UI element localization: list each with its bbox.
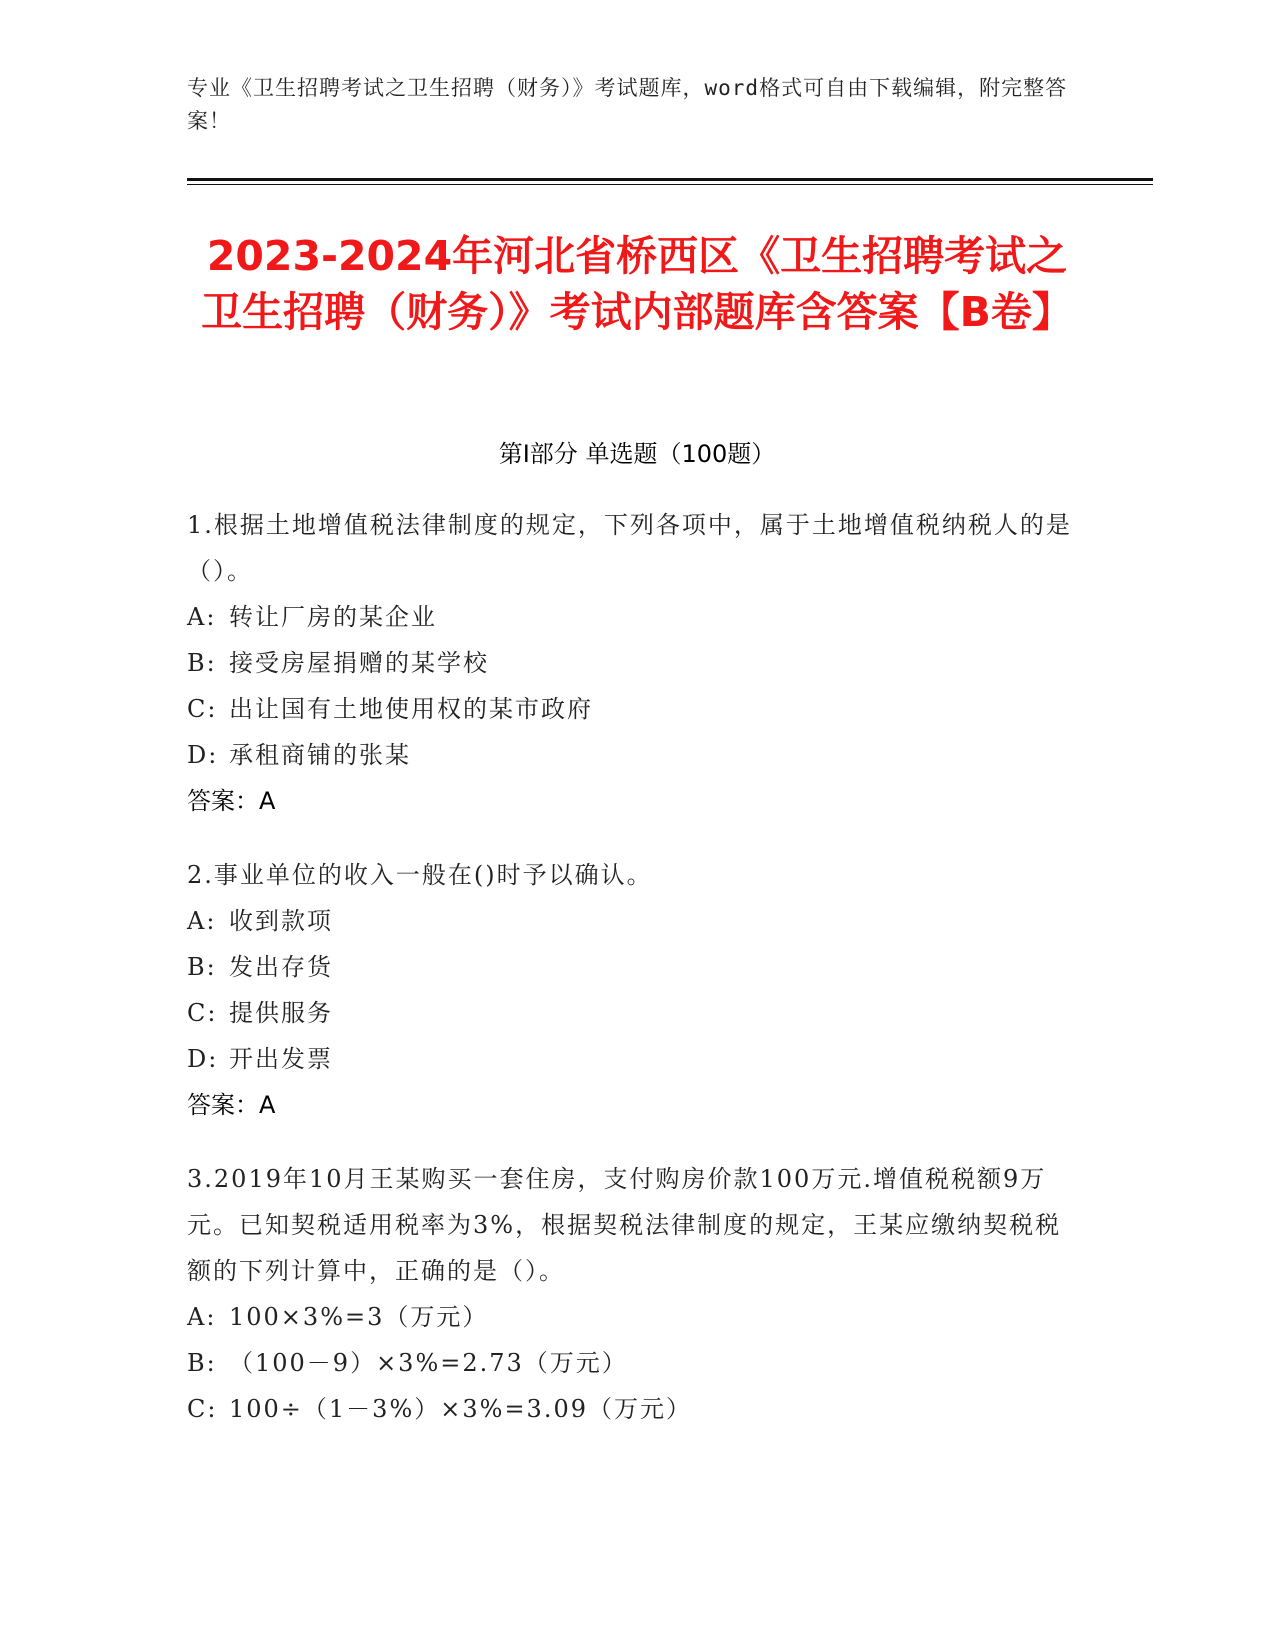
option-text: 开出发票 <box>229 1045 333 1073</box>
header-divider <box>187 178 1153 181</box>
answer: 答案：A <box>187 1091 276 1119</box>
question-3 <box>187 1156 1087 1432</box>
option-d <box>187 732 1087 778</box>
option-a <box>187 898 1087 944</box>
option-letter: A: <box>187 1303 217 1331</box>
option-letter: A: <box>187 907 217 935</box>
section-heading: 第I部分 单选题（100题） <box>498 440 776 468</box>
option-text: 100÷（1－3%）×3%=3.09（万元） <box>229 1395 692 1423</box>
option-letter: C: <box>187 1395 218 1423</box>
option-b <box>187 944 1087 990</box>
question-text: 1.根据土地增值税法律制度的规定，下列各项中，属于土地增值税纳税人的是（）。 <box>187 511 1072 585</box>
answer: 答案：A <box>187 787 276 815</box>
question-text: 3.2019年10月王某购买一套住房，支付购房价款100万元.增值税税额9万元。已知契税适用税率为3%，根据契税法律制度的规定，王某应缴纳契税税额的下列计算中，正确的是（）。 <box>187 1165 1062 1285</box>
option-text: 出让国有土地使用权的某市政府 <box>229 695 593 723</box>
option-a <box>187 1294 1087 1340</box>
option-text: 转让厂房的某企业 <box>229 603 437 631</box>
question-1 <box>187 502 1087 824</box>
option-letter: D: <box>187 1045 219 1073</box>
question-text: 2.事业单位的收入一般在()时予以确认。 <box>187 861 653 889</box>
option-text: 接受房屋捐赠的某学校 <box>229 649 489 677</box>
option-b <box>187 640 1087 686</box>
option-a <box>187 594 1087 640</box>
option-text: 提供服务 <box>229 999 333 1027</box>
option-c <box>187 686 1087 732</box>
option-c <box>187 1386 1087 1432</box>
option-letter: B: <box>187 1349 217 1377</box>
option-text: 100×3%=3（万元） <box>229 1303 489 1331</box>
option-b <box>187 1340 1087 1386</box>
option-letter: B: <box>187 649 217 677</box>
option-text: 承租商铺的张某 <box>229 741 411 769</box>
question-2 <box>187 852 1087 1128</box>
option-d <box>187 1036 1087 1082</box>
option-letter: C: <box>187 999 218 1027</box>
header-note: 专业《卫生招聘考试之卫生招聘（财务）》考试题库，word格式可自由下载编辑，附完整答案！ <box>187 76 1068 133</box>
option-letter: C: <box>187 695 218 723</box>
option-text: 收到款项 <box>229 907 333 935</box>
option-text: （100－9）×3%=2.73（万元） <box>229 1349 628 1377</box>
option-text: 发出存货 <box>229 953 333 981</box>
option-letter: A: <box>187 603 217 631</box>
option-c <box>187 990 1087 1036</box>
option-letter: D: <box>187 741 219 769</box>
document-title: 2023-2024年河北省桥西区《卫生招聘考试之卫生招聘（财务）》考试内部题库含答案【B卷】 <box>201 232 1073 336</box>
option-letter: B: <box>187 953 217 981</box>
header-divider-thin <box>187 184 1153 185</box>
